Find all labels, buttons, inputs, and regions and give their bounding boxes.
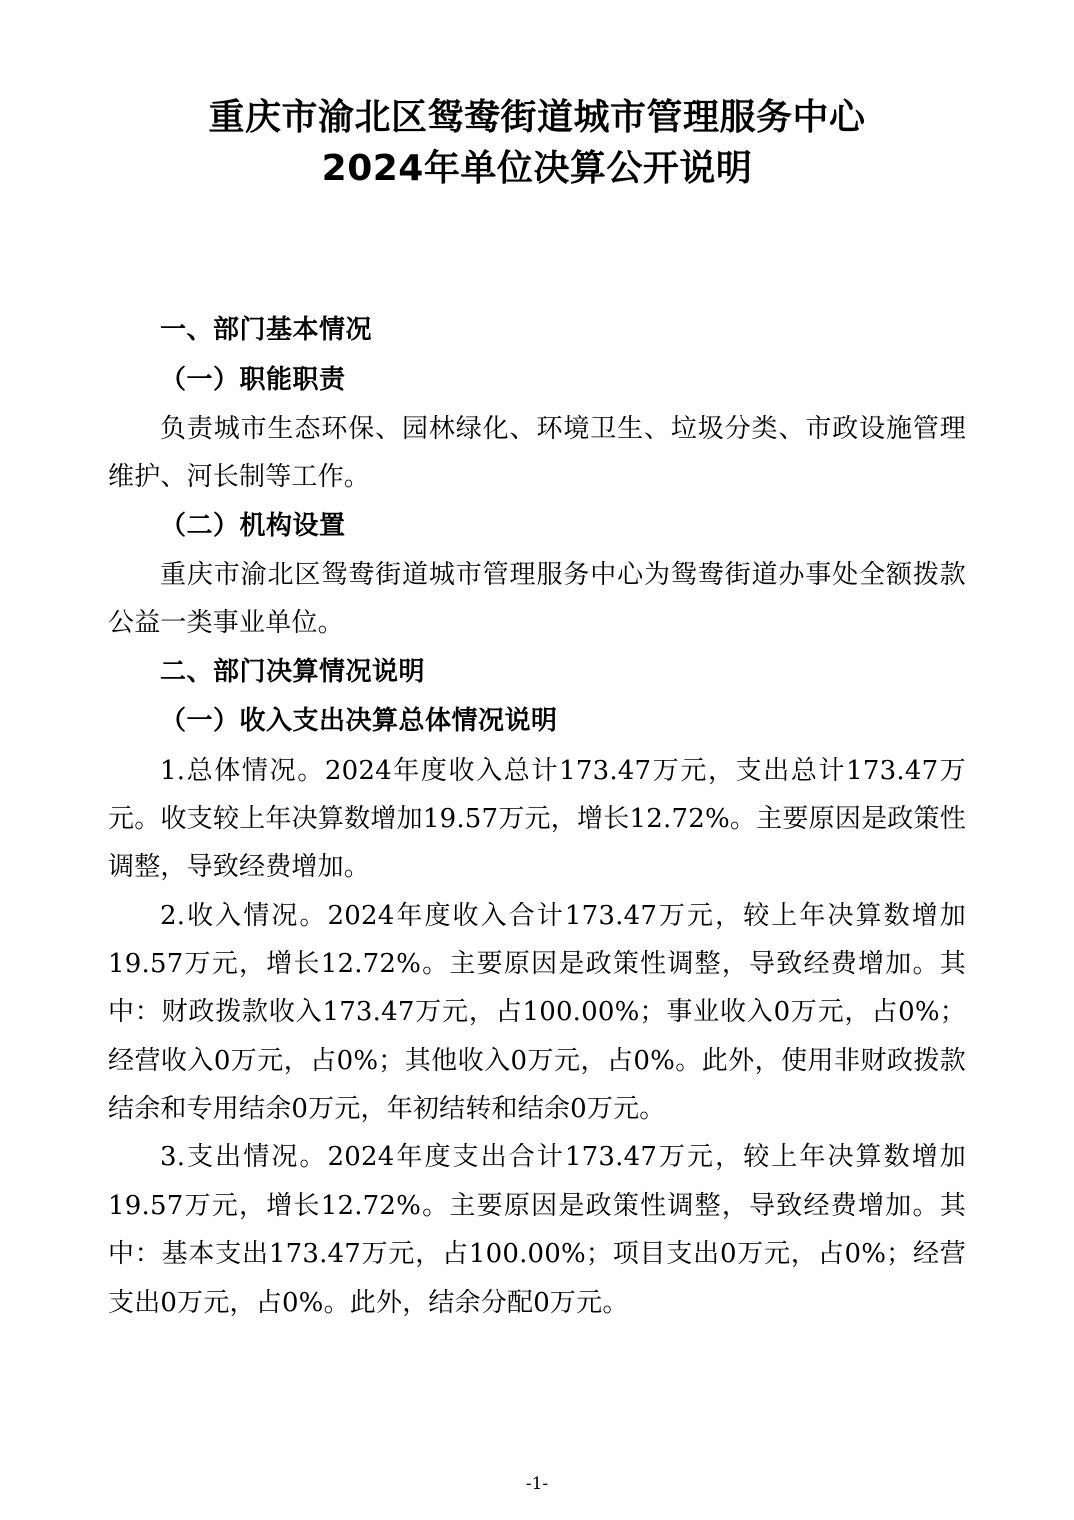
page-number: -1- — [525, 1474, 549, 1494]
section-2-paragraph-3: 3.支出情况。2024年度支出合计173.47万元，较上年决算数增加19.57万元，增长12.72%。主要原因是政策性调整，导致经费增加。其中：基本支出173.47万元，占100.00%；项目支出0万元，占0%；经营支出0万元，占0%。此外，结余分配0万元。 — [108, 1142, 966, 1318]
section-1-heading: 一、部门基本情况 — [160, 315, 373, 346]
section-2-paragraph-2: 2.收入情况。2024年度收入合计173.47万元，较上年决算数增加19.57万元，增长12.72%。主要原因是政策性调整，导致经费增加。其中：财政拨款收入173.47万元，占100.00%；事业收入0万元，占0%；经营收入0万元，占0%；其他收入0万元，占0%。此外，使用非财政拨款结余和专用结余0万元，年初结转和结余0万元。 — [108, 900, 966, 1125]
section-2-heading: 二、部门决算情况说明 — [160, 656, 426, 687]
title-line-1: 重庆市渝北区鸳鸯街道城市管理服务中心 — [208, 97, 866, 138]
section-2-paragraph-1: 1.总体情况。2024年度收入总计173.47万元，支出总计173.47万元。收支较上年决算数增加19.57万元，增长12.72%。主要原因是政策性调整，导致经费增加。 — [108, 755, 966, 883]
section-1-paragraph-2: 重庆市渝北区鸳鸯街道城市管理服务中心为鸳鸯街道办事处全额拨款公益一类事业单位。 — [108, 560, 966, 639]
section-2-subheading-1: （一）收入支出决算总体情况说明 — [160, 706, 558, 737]
title-line-2: 2024年单位决算公开说明 — [321, 148, 753, 190]
section-1-paragraph-1: 负责城市生态环保、园林绿化、环境卫生、垃圾分类、市政设施管理维护、河长制等工作。 — [108, 414, 966, 493]
section-1-subheading-1: （一）职能职责 — [160, 364, 346, 395]
page-title — [108, 92, 966, 194]
section-1-subheading-2: （二）机构设置 — [160, 510, 346, 541]
title-spacer — [108, 194, 966, 306]
